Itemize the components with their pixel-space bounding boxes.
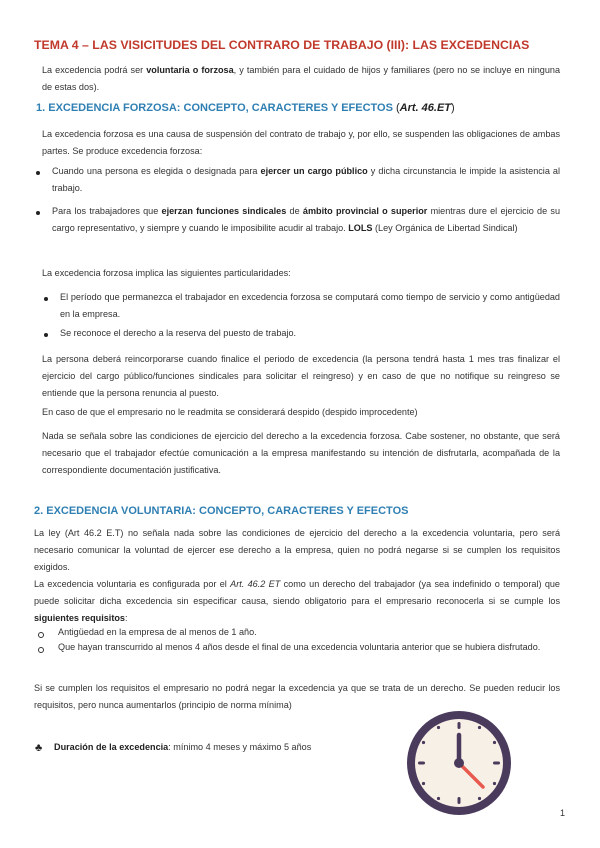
club-bullet-icon: ♣ [35,742,43,754]
forzosa-case-sindical: Para los trabajadores que ejerzan funciones sindicales de ámbito provincial o superior mientras dure el ejercicio de su cargo representativo, y siempre y cuando le imposibilite acudir al trabajo. LOLS (Ley Orgánica de Libertad Sindical) [52,206,560,233]
intro-paragraph: La excedencia podrá ser voluntaria o forzosa, y también para el cuidado de hijos y familiares (pero no se incluye en ninguna de estas dos). [42,65,560,92]
despido-paragraph: En caso de que el empresario no le readmita se considerará despido (despido improcedente) [42,407,418,417]
particularidad-reserva-puesto: Se reconoce el derecho a la reserva del puesto de trabajo. [60,328,297,338]
bullet-dot [36,211,40,215]
cumplen-paragraph: Si se cumplen los requisitos el empresario no podrá negar la excedencia ya que se trata de un derecho. Se pueden reducir los requisitos, pero nunca aumentarlos (principio de norma mínima) [34,683,560,710]
ley-paragraph: La ley (Art 46.2 E.T) no señala nada sobre las condiciones de ejercicio del derecho a la excedencia voluntaria, pero será necesario comunicar la voluntad de ejercer ese derecho a la empresa, quien no podrá negarse si se cumplen los requisitos exigidos. [34,528,560,572]
forzosa-case-cargo-publico: Cuando una persona es elegida o designada para ejercer un cargo público y dicha circunstancia le impide la asistencia al trabajo. [52,166,561,193]
configuracion-paragraph: La excedencia voluntaria es configurada por el Art. 46.2 ET como un derecho del trabajador (ya sea indefinido o temporal) que puede solicitar dicha excedencia sin especificar causa, siendo obligatorio para el empresario reconocerla si se cumple los siguientes requisitos: [34,579,560,623]
section1-heading: 1. EXCEDENCIA FORZOSA: CONCEPTO, CARACTERES Y EFECTOS (Art. 46.ET) [36,102,455,114]
bullet-dot [44,333,48,337]
clock-center [454,758,464,768]
section2-heading: 2. EXCEDENCIA VOLUNTARIA: CONCEPTO, CARACTERES Y EFECTOS [34,505,409,517]
bullet-dot [44,297,48,301]
reincorporacion-paragraph: La persona deberá reincorporarse cuando finalice el periodo de excedencia (la persona tendrá hasta 1 mes tras finalizar el ejercicio del cargo público/funciones sindicales para solicitar el reingreso) y en caso de que no notifique su reingreso se entiende que la persona renuncia al puesto. [42,354,560,398]
circle-bullet [38,632,44,638]
alarm-clock-icon [404,708,514,818]
bullet-dot [36,171,40,175]
forzosa-definition: La excedencia forzosa es una causa de suspensión del contrato de trabajo y, por ello, se suspenden las obligaciones de ambas partes. Se produce excedencia forzosa: [42,129,560,156]
circle-bullet [38,647,44,653]
particularidades-intro: La excedencia forzosa implica las siguientes particularidades: [42,268,291,278]
page-number: 1 [560,808,566,818]
duracion-line: Duración de la excedencia: mínimo 4 meses y máximo 5 años [54,742,312,752]
condiciones-paragraph: Nada se señala sobre las condiciones de ejercicio del derecho a la excedencia forzosa. Cabe sostener, no obstante, que será necesario que el trabajador efectúe comunicación a la empresa manifestando su intención de disfrutarla, acompañada de la correspondiente documentación justificativa. [42,431,560,475]
particularidad-antiguedad: El período que permanezca el trabajador en excedencia forzosa se computará como tiempo de servicio y como antigüedad en la empresa. [60,292,560,319]
document-title: TEMA 4 – LAS VISICITUDES DEL CONTRARO DE TRABAJO (III): LAS EXCEDENCIAS [34,38,530,52]
requisito-antiguedad: Antigüedad en la empresa de al menos de 1 año. [58,627,257,637]
requisito-cuatro-anos: Que hayan transcurrido al menos 4 años desde el final de una excedencia voluntaria anterior que se hubiera disfrutado. [58,642,541,652]
